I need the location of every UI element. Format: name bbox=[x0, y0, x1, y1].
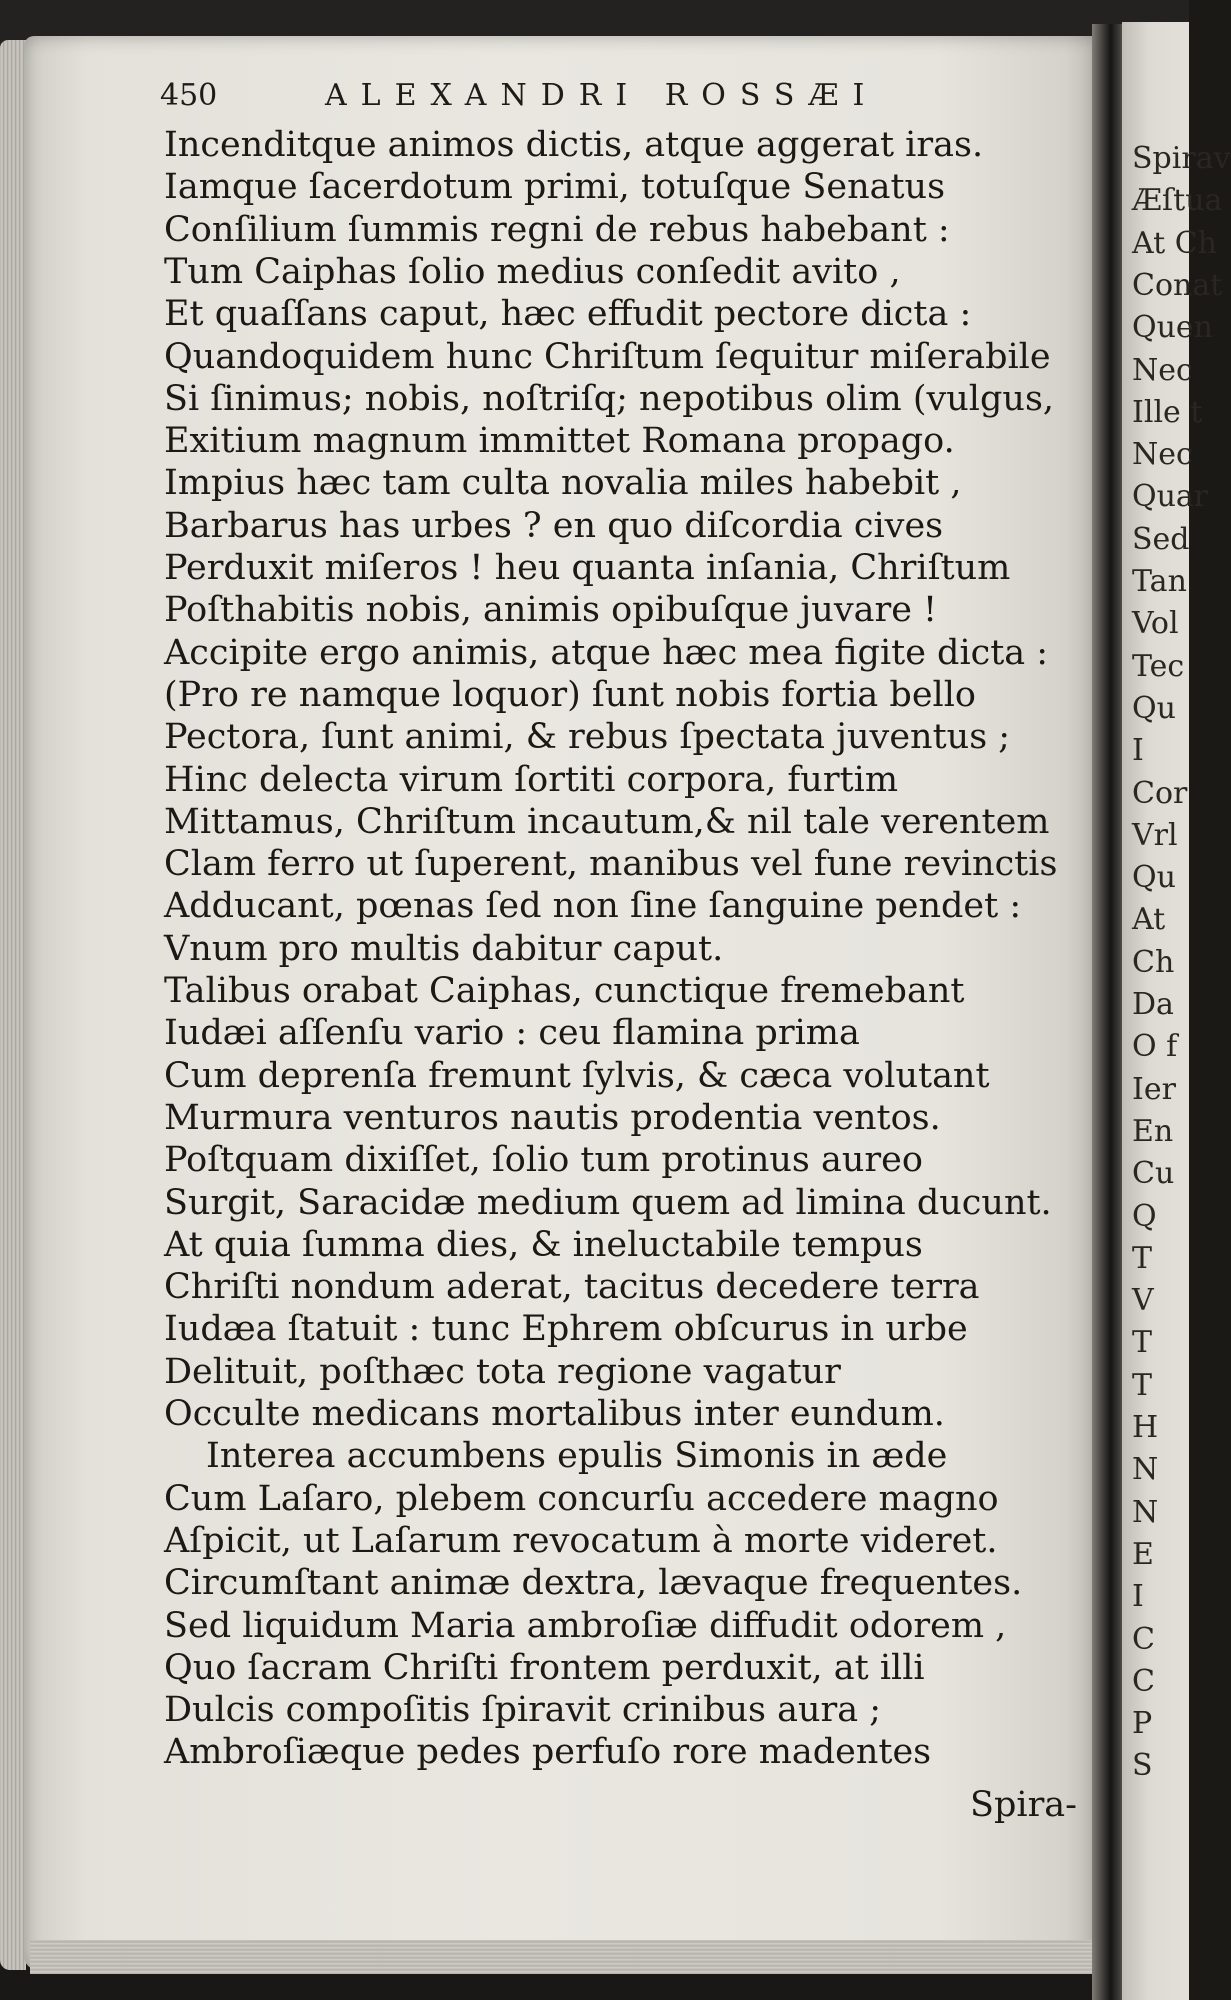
facing-page-line-fragment: S bbox=[1132, 1748, 1153, 1784]
verse-line: (Pro re namque loquor) ſunt nobis fortia bello bbox=[164, 674, 976, 715]
verse-line: Incenditque animos dictis, atque aggerat iras. bbox=[164, 125, 984, 165]
facing-page-line-fragment: O f bbox=[1132, 1029, 1178, 1065]
verse-line: At quia ſumma dies, & ineluctabile tempus bbox=[164, 1224, 923, 1265]
verse-line: Mittamus, Chriſtum incautum,& nil tale verentem bbox=[164, 801, 1050, 842]
facing-page-line-fragment: Qu bbox=[1132, 690, 1176, 726]
page-number: 450 bbox=[160, 78, 218, 113]
facing-page-line-fragment: Tec bbox=[1132, 648, 1185, 684]
facing-page-line-fragment: Ille t bbox=[1132, 394, 1203, 430]
facing-page-line-fragment: P bbox=[1132, 1706, 1153, 1742]
facing-page-line-fragment: E bbox=[1132, 1536, 1154, 1572]
facing-page-line-fragment: Spirav bbox=[1132, 141, 1231, 176]
verse-line: Iudæa ſtatuit : tunc Ephrem obſcurus in urbe bbox=[164, 1309, 968, 1350]
facing-page-line-fragment: N bbox=[1132, 1494, 1159, 1530]
verse-line: Si ſinimus; nobis, noſtriſq; nepotibus olim (vulgus, bbox=[164, 378, 1055, 419]
verse-line: Clam ferro ut ſuperent, manibus vel fune revinctis bbox=[164, 844, 1058, 885]
verse-line: Quo ſacram Chriſti frontem perduxit, at illi bbox=[164, 1647, 925, 1688]
verse-line: Exitium magnum immittet Romana propago. bbox=[164, 421, 955, 462]
verse-line: Cum Laſaro, plebem concurſu accedere magno bbox=[164, 1478, 999, 1519]
facing-page-line-fragment: At bbox=[1132, 902, 1166, 938]
verse-line: Barbarus has urbes ? en quo diſcordia cives bbox=[164, 505, 944, 546]
facing-page-line-fragment: T bbox=[1132, 1367, 1153, 1403]
facing-page-line-fragment: Q bbox=[1132, 1198, 1157, 1234]
verse-line: Iudæi aſſenſu vario : ceu flamina prima bbox=[164, 1013, 860, 1054]
verse-line: Aſpicit, ut Laſarum revocatum à morte videret. bbox=[164, 1520, 998, 1561]
facing-page-line-fragment: En bbox=[1132, 1113, 1174, 1149]
facing-page-line-fragment: Ier bbox=[1132, 1071, 1176, 1107]
verse-line: Occulte medicans mortalibus inter eundum. bbox=[164, 1394, 945, 1434]
facing-page-line-fragment: H bbox=[1132, 1410, 1159, 1445]
verse-line: Surgit, Saracidæ medium quem ad limina ducunt. bbox=[164, 1182, 1052, 1223]
facing-page-line-fragment: T bbox=[1132, 1240, 1153, 1276]
catchword: Spira- bbox=[970, 1785, 1077, 1825]
verse-line: Circumſtant animæ dextra, lævaque frequentes. bbox=[164, 1563, 1023, 1604]
facing-page-line-fragment: Quar bbox=[1132, 479, 1209, 515]
book-page-edges-bottom bbox=[30, 1940, 1100, 1974]
book-gutter bbox=[1092, 24, 1126, 2000]
facing-page-line-fragment: C bbox=[1132, 1663, 1155, 1699]
facing-page-line-fragment: Vrl bbox=[1132, 817, 1178, 853]
facing-page-line-fragment: Nec bbox=[1132, 437, 1193, 473]
verse-line: Talibus orabat Caiphas, cunctique fremebant bbox=[164, 971, 965, 1011]
book-page-edges-left bbox=[0, 40, 26, 1970]
facing-page-fragment bbox=[1122, 22, 1231, 2000]
verse-line: Et quaſſans caput, hæc effudit pectore dicta : bbox=[164, 294, 972, 335]
facing-page-line-fragment: Conat bbox=[1132, 267, 1223, 303]
verse-line: Pectora, ſunt animi, & rebus ſpectata juventus ; bbox=[164, 717, 1011, 758]
verse-line: Hinc delecta virum ſortiti corpora, furtim bbox=[164, 759, 899, 800]
facing-page-line-fragment: Nec bbox=[1132, 352, 1193, 388]
facing-page-line-fragment: I bbox=[1132, 733, 1144, 769]
facing-page-line-fragment: Æſtua bbox=[1132, 183, 1223, 219]
facing-page-line-fragment: Qu bbox=[1132, 860, 1176, 896]
verse-line: Interea accumbens epulis Simonis in æde bbox=[206, 1436, 948, 1477]
verse-line: Quandoquidem hunc Chriſtum ſequitur miſerabile bbox=[164, 336, 1051, 377]
facing-page-line-fragment: At Ch bbox=[1132, 225, 1218, 261]
verse-line: Impius hæc tam culta novalia miles habebit , bbox=[164, 463, 962, 504]
verse-line: Perduxit miſeros ! heu quanta inſania, Chriſtum bbox=[164, 548, 1011, 588]
page-header bbox=[160, 78, 1060, 118]
facing-page-line-fragment: I bbox=[1132, 1579, 1144, 1615]
facing-page-line-fragment: Tan bbox=[1132, 564, 1187, 599]
verse-line: Accipite ergo animis, atque hæc mea figite dicta : bbox=[164, 632, 1049, 673]
facing-page-line-fragment: Da bbox=[1132, 987, 1174, 1022]
facing-page-line-fragment: V bbox=[1132, 1283, 1154, 1319]
verse-line: Poſtquam dixiſſet, ſolio tum protinus aureo bbox=[164, 1140, 923, 1181]
facing-page-line-fragment: Sed bbox=[1132, 521, 1190, 557]
verse-line: Vnum pro multis dabitur caput. bbox=[164, 928, 724, 969]
verse-line: Tum Caiphas ſolio medius conſedit avito , bbox=[164, 251, 901, 292]
verse-line: Delituit, poſthæc tota regione vagatur bbox=[164, 1351, 841, 1392]
verse-line: Conſilium ſummis regni de rebus habebant : bbox=[164, 209, 950, 250]
facing-page-line-fragment: Quen bbox=[1132, 310, 1213, 346]
verse-line: Adducant, pœnas ſed non ſine ſanguine pendet : bbox=[164, 886, 1022, 927]
facing-page-line-fragment: T bbox=[1132, 1325, 1153, 1361]
running-head: ALEXANDRI ROSSÆI bbox=[325, 78, 879, 113]
facing-page-line-fragment: Ch bbox=[1132, 944, 1175, 980]
verse-line: Sed liquidum Maria ambroſiæ diffudit odorem , bbox=[164, 1605, 1007, 1646]
facing-page-line-fragment: C bbox=[1132, 1621, 1155, 1657]
verse-line: Murmura venturos nautis prodentia ventos. bbox=[164, 1097, 941, 1138]
facing-page-line-fragment: Vol bbox=[1132, 606, 1179, 642]
facing-page-line-fragment: N bbox=[1132, 1452, 1159, 1488]
verse-line: Cum deprenſa fremunt ſylvis, & cæca volutant bbox=[164, 1055, 990, 1096]
verse-line: Chriſti nondum aderat, tacitus decedere terra bbox=[164, 1267, 980, 1308]
facing-page-line-fragment: Cu bbox=[1132, 1156, 1175, 1192]
verse-line: Iamque ſacerdotum primi, totuſque Senatus bbox=[164, 167, 946, 208]
facing-page-line-fragment: Cor bbox=[1132, 775, 1188, 811]
verse-line: Poſthabitis nobis, animis opibuſque juvare ! bbox=[164, 590, 938, 631]
verse-line: Ambroſiæque pedes perfuſo rore madentes bbox=[164, 1732, 932, 1773]
verse-line: Dulcis compoſitis ſpiravit crinibus aura ; bbox=[164, 1690, 882, 1731]
